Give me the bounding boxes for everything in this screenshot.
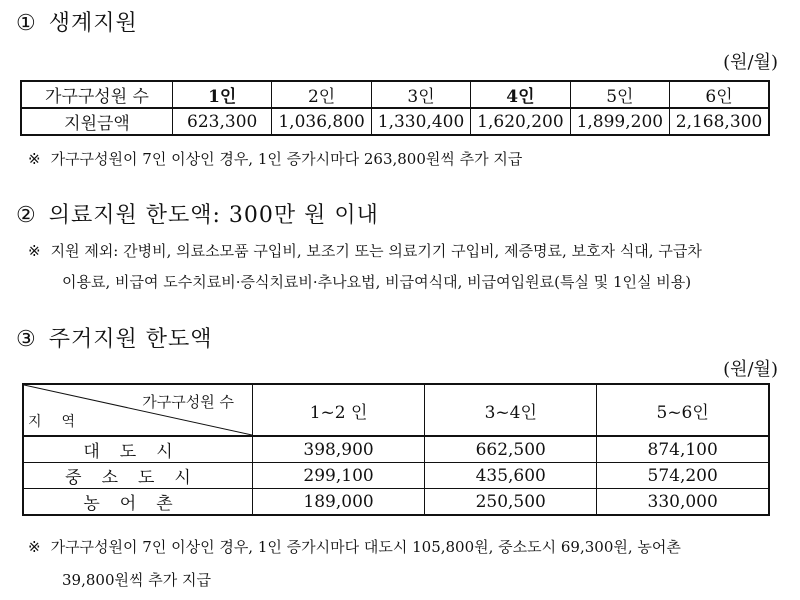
column-header: 1인: [173, 81, 272, 108]
region-label: 농어촌: [23, 489, 253, 516]
living-support-table: [20, 80, 770, 136]
row-amount-label: 지원금액: [21, 108, 173, 135]
section1-heading: [16, 6, 138, 37]
table-row: [23, 489, 769, 516]
diag-bottom-label: 지역: [28, 414, 96, 430]
region-label: 중소도시: [23, 463, 253, 489]
section3-heading: [16, 322, 213, 353]
section1-number: ①: [16, 11, 37, 36]
value-cell: 330,000: [597, 489, 769, 516]
section2-title: 의료지원 한도액: 300만 원 이내: [48, 203, 379, 228]
note-mark: ※: [28, 150, 41, 168]
section2-heading: [16, 198, 379, 229]
value-cell: 874,100: [597, 436, 769, 463]
table-row: [23, 436, 769, 463]
diag-top-label: 가구구성원 수: [142, 393, 234, 411]
value-cell: 299,100: [253, 463, 425, 489]
section2-number: ②: [16, 203, 37, 228]
section3-note-line2: 39,800원씩 추가 지급: [62, 571, 211, 589]
amount-cell: 1,330,400: [371, 108, 470, 135]
housing-support-table: [22, 383, 770, 516]
section1-unit: (원/월): [723, 52, 778, 73]
note-text-line1: 지원 제외: 간병비, 의료소모품 구입비, 보조기 또는 의료기기 구입비, 제증명료, 보호자 식대, 구급차: [50, 242, 702, 260]
section2-note-line2: 이용료, 비급여 도수치료비·증식치료비·추나요법, 비급여식대, 비급여입원료(특실 및 1인실 비용): [62, 273, 692, 291]
row-header-label: 가구구성원 수: [21, 81, 173, 108]
value-cell: 189,000: [253, 489, 425, 516]
section1-note: [28, 148, 522, 169]
section3-title: 주거지원 한도액: [48, 327, 213, 352]
column-header: 1~2 인: [253, 384, 425, 436]
amount-cell: 1,899,200: [570, 108, 669, 135]
column-header: 2인: [272, 81, 371, 108]
column-header: 5~6인: [597, 384, 769, 436]
amount-cell: 1,620,200: [471, 108, 570, 135]
value-cell: 398,900: [253, 436, 425, 463]
note-text-line1: 가구구성원이 7인 이상인 경우, 1인 증가시마다 대도시 105,800원, 중소도시 69,300원, 농어촌: [50, 538, 681, 556]
note-text: 가구구성원이 7인 이상인 경우, 1인 증가시마다 263,800원씩 추가 지급: [50, 150, 523, 168]
column-header: 6인: [670, 81, 769, 108]
value-cell: 574,200: [597, 463, 769, 489]
table-row: [23, 463, 769, 489]
amount-cell: 1,036,800: [272, 108, 371, 135]
table-header-row: [21, 81, 769, 108]
table-header-row: [23, 384, 769, 436]
column-header: 5인: [570, 81, 669, 108]
note-mark: ※: [28, 242, 41, 260]
value-cell: 662,500: [425, 436, 597, 463]
table-row: [21, 108, 769, 135]
region-label: 대도시: [23, 436, 253, 463]
value-cell: 250,500: [425, 489, 597, 516]
section3-unit: (원/월): [723, 359, 778, 380]
amount-cell: 623,300: [173, 108, 272, 135]
column-header: 4인: [471, 81, 570, 108]
section2-note: [28, 240, 702, 261]
diagonal-header-cell: [23, 384, 253, 436]
column-header: 3~4인: [425, 384, 597, 436]
amount-cell: 2,168,300: [670, 108, 769, 135]
note-mark: ※: [28, 538, 41, 556]
value-cell: 435,600: [425, 463, 597, 489]
section3-note: [28, 536, 681, 557]
section3-number: ③: [16, 327, 37, 352]
section1-title: 생계지원: [48, 11, 138, 36]
column-header: 3인: [371, 81, 470, 108]
